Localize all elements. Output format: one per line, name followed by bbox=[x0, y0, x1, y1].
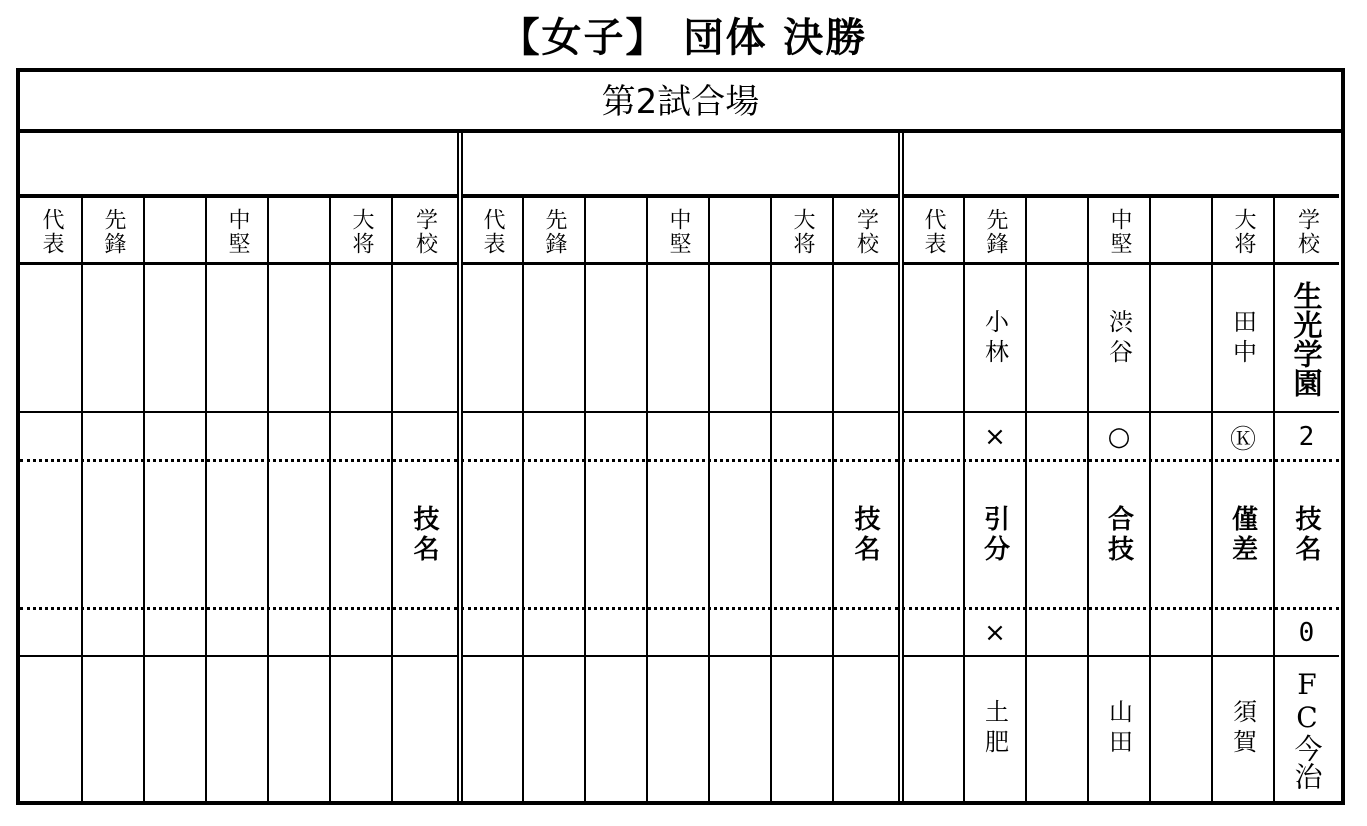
top-score: 2 bbox=[1298, 422, 1315, 452]
top-taisho-mark: Ⓚ bbox=[1229, 424, 1256, 455]
top-chuken-name-cell bbox=[1088, 265, 1150, 413]
header-senpo bbox=[523, 198, 585, 265]
header-label-rep: 代表 bbox=[39, 207, 64, 256]
top-school-name-cell bbox=[1274, 265, 1339, 413]
header-taisho bbox=[771, 198, 833, 265]
column-divider bbox=[770, 198, 772, 801]
bottom-score: 0 bbox=[1298, 618, 1315, 648]
waza-senpo: 引分 bbox=[979, 505, 1010, 565]
bottom-senpo-mark-cell bbox=[964, 609, 1026, 657]
header-senpo bbox=[964, 198, 1026, 265]
header-senpo bbox=[82, 198, 144, 265]
header-label-taisho: 大将 bbox=[349, 207, 374, 256]
bottom-chuken-name: 山田 bbox=[1104, 699, 1133, 759]
column-divider bbox=[143, 198, 145, 801]
header-label-senpo: 先鋒 bbox=[542, 207, 567, 256]
waza-label: 技名 bbox=[850, 505, 880, 565]
bottom-school-name: FC今治 bbox=[1290, 668, 1324, 790]
header-rep bbox=[461, 198, 523, 265]
header-chuken bbox=[206, 198, 268, 265]
top-school-name: 生光学園 bbox=[1289, 281, 1324, 397]
bottom-senpo-name: 土肥 bbox=[980, 699, 1009, 759]
waza-label-cell bbox=[392, 461, 457, 609]
bracket-sheet bbox=[16, 68, 1345, 805]
bottom-senpo-name-cell bbox=[964, 657, 1026, 801]
waza-label: 技名 bbox=[409, 505, 439, 565]
waza-senpo-cell bbox=[964, 461, 1026, 609]
header-label-taisho: 大将 bbox=[790, 207, 815, 256]
bottom-school-name-cell bbox=[1274, 657, 1339, 801]
bottom-senpo-mark: × bbox=[984, 618, 1006, 648]
waza-chuken-cell bbox=[1088, 461, 1150, 609]
header-taisho bbox=[1212, 198, 1274, 265]
page-title: 【女子】 団体 決勝 bbox=[499, 15, 868, 61]
column-divider bbox=[329, 198, 331, 801]
header-label-school: 学校 bbox=[853, 207, 879, 256]
bottom-taisho-name: 須賀 bbox=[1228, 699, 1257, 759]
header-school bbox=[833, 198, 898, 265]
column-divider bbox=[267, 198, 269, 801]
waza-label-cell bbox=[1274, 461, 1339, 609]
column-divider bbox=[522, 198, 524, 801]
column-divider bbox=[584, 198, 586, 801]
top-senpo-name-cell bbox=[964, 265, 1026, 413]
panel-separator bbox=[457, 133, 463, 801]
header-chuken bbox=[1088, 198, 1150, 265]
column-divider bbox=[708, 198, 710, 801]
top-senpo-name: 小林 bbox=[980, 309, 1009, 369]
header-school bbox=[392, 198, 457, 265]
header-label-rep: 代表 bbox=[480, 207, 505, 256]
header-chuken bbox=[647, 198, 709, 265]
header-rep bbox=[902, 198, 964, 265]
top-score-cell bbox=[1274, 413, 1339, 461]
bottom-chuken-name-cell bbox=[1088, 657, 1150, 801]
header-label-taisho: 大将 bbox=[1231, 207, 1256, 256]
header-label-senpo: 先鋒 bbox=[101, 207, 126, 256]
header-label-senpo: 先鋒 bbox=[983, 207, 1008, 256]
top-taisho-mark-cell bbox=[1212, 413, 1274, 461]
header-label-chuken: 中堅 bbox=[1107, 207, 1132, 256]
court-label: 第2試合場 bbox=[20, 72, 1341, 133]
top-chuken-mark-cell bbox=[1088, 413, 1150, 461]
header-taisho bbox=[330, 198, 392, 265]
column-divider bbox=[646, 198, 648, 801]
header-label-school: 学校 bbox=[1294, 207, 1320, 256]
bottom-taisho-name-cell bbox=[1212, 657, 1274, 801]
header-rep bbox=[20, 198, 82, 265]
column-divider bbox=[81, 198, 83, 801]
waza-label-cell bbox=[833, 461, 898, 609]
top-taisho-name: 田中 bbox=[1228, 309, 1257, 369]
top-taisho-name-cell bbox=[1212, 265, 1274, 413]
panel-separator bbox=[898, 133, 904, 801]
waza-taisho: 僅差 bbox=[1227, 505, 1258, 565]
header-label-rep: 代表 bbox=[921, 207, 946, 256]
waza-taisho-cell bbox=[1212, 461, 1274, 609]
column-divider bbox=[205, 198, 207, 801]
top-senpo-mark: × bbox=[984, 422, 1006, 452]
top-chuken-name: 渋谷 bbox=[1104, 309, 1133, 369]
header-school bbox=[1274, 198, 1339, 265]
header-label-chuken: 中堅 bbox=[225, 207, 250, 256]
waza-label: 技名 bbox=[1291, 505, 1321, 565]
header-label-chuken: 中堅 bbox=[666, 207, 691, 256]
bottom-score-cell bbox=[1274, 609, 1339, 657]
header-label-school: 学校 bbox=[412, 207, 438, 256]
top-chuken-mark: ○ bbox=[1107, 422, 1131, 452]
top-senpo-mark-cell bbox=[964, 413, 1026, 461]
waza-chuken: 合技 bbox=[1103, 505, 1134, 565]
